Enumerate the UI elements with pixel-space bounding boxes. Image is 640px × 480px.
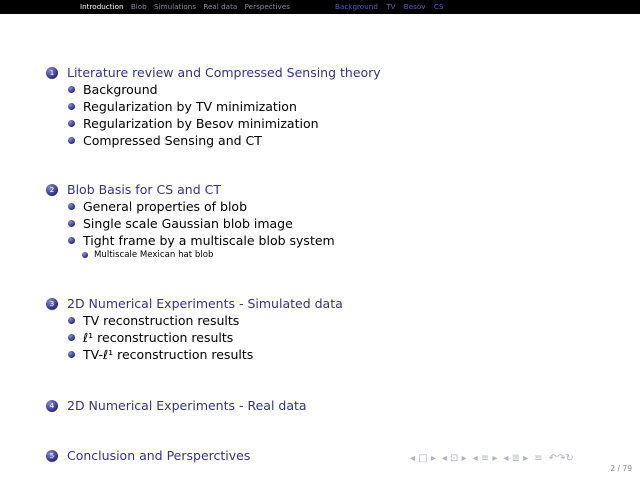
outline-item-label: Background <box>83 81 158 97</box>
nav-section-perspectives[interactable]: Perspectives <box>244 2 290 11</box>
outline-item[interactable] <box>46 215 335 232</box>
bullet-icon <box>68 351 75 358</box>
bullet-icon <box>68 334 75 341</box>
bullet-icon <box>68 237 75 244</box>
section-number-ball: 1 <box>46 67 58 79</box>
frame-nav-icon[interactable]: ◂ □ ▸ <box>410 452 436 464</box>
section-title[interactable]: Blob Basis for CS and CT <box>67 182 221 197</box>
bullet-icon <box>68 137 75 144</box>
nav-subsection-besov[interactable]: Besov <box>403 2 426 11</box>
outline-section-5 <box>46 448 250 464</box>
outline-item[interactable] <box>46 98 381 115</box>
outline-subitem[interactable] <box>46 249 335 261</box>
bullet-icon <box>68 120 75 127</box>
bullet-icon <box>82 252 88 258</box>
outline-item-label: Compressed Sensing and CT <box>83 132 262 148</box>
outline-item[interactable] <box>46 346 343 363</box>
outline-item-label: ℓ¹ reconstruction results <box>83 329 234 345</box>
bullet-icon <box>68 203 75 210</box>
outline-item-label: Tight frame by a multiscale blob system <box>83 232 335 248</box>
outline-item-label: Regularization by TV minimization <box>83 98 297 114</box>
outline-item[interactable] <box>46 312 343 329</box>
section-nav-icon[interactable]: ◂ ≡ ▸ <box>472 452 498 464</box>
nav-section-introduction[interactable]: Introduction <box>80 2 124 11</box>
outline-item[interactable] <box>46 198 335 215</box>
nav-subsection-tv[interactable]: TV <box>386 2 396 11</box>
outline-item[interactable] <box>46 115 381 132</box>
bullet-icon <box>68 103 75 110</box>
bullet-icon <box>68 86 75 93</box>
outline-item[interactable] <box>46 232 335 249</box>
nav-section-real-data[interactable]: Real data <box>203 2 238 11</box>
outline-section-4 <box>46 398 307 414</box>
outline-item-label: TV reconstruction results <box>83 312 240 328</box>
outline-section-2 <box>46 182 335 261</box>
section-title[interactable]: 2D Numerical Experiments - Simulated data <box>67 296 343 311</box>
subsection-nav-icon[interactable]: ◂ ⊡ ▸ <box>441 452 467 464</box>
bullet-icon <box>68 220 75 227</box>
section-title[interactable]: Literature review and Compressed Sensing theory <box>67 65 381 80</box>
section-title[interactable]: 2D Numerical Experiments - Real data <box>67 398 307 413</box>
page-number: 2 / 79 <box>610 464 632 473</box>
section-number-ball: 2 <box>46 184 58 196</box>
section-number-ball: 5 <box>46 450 58 462</box>
outline-item-label: Regularization by Besov minimization <box>83 115 319 131</box>
document-nav-icon[interactable]: ◂ ≣ ▸ <box>503 452 529 464</box>
section-number-ball: 4 <box>46 400 58 412</box>
navigation-symbols <box>410 451 580 465</box>
nav-section-blob[interactable]: Blob <box>130 2 147 11</box>
outline-section-1 <box>46 65 381 149</box>
nav-subsection-background[interactable]: Background <box>335 2 378 11</box>
nav-section-simulations[interactable]: Simulations <box>154 2 197 11</box>
outline-item[interactable] <box>46 81 381 98</box>
outline-item[interactable] <box>46 329 343 346</box>
section-title[interactable]: Conclusion and Persperctives <box>67 448 251 463</box>
bullet-icon <box>68 317 75 324</box>
nav-subsection-cs[interactable]: CS <box>433 2 444 11</box>
outline-section-3 <box>46 296 343 363</box>
outline-nav-icon[interactable]: ≡ <box>534 452 543 464</box>
outline-item-label: TV-ℓ¹ reconstruction results <box>83 346 254 362</box>
outline-item[interactable] <box>46 132 381 149</box>
outline-subitem-label: Multiscale Mexican hat blob <box>94 250 214 260</box>
outline-item-label: General properties of blob <box>83 198 248 214</box>
section-number-ball: 3 <box>46 298 58 310</box>
search-back-icon[interactable]: ↶↷↻ <box>548 452 574 464</box>
outline-item-label: Single scale Gaussian blob image <box>83 215 293 231</box>
